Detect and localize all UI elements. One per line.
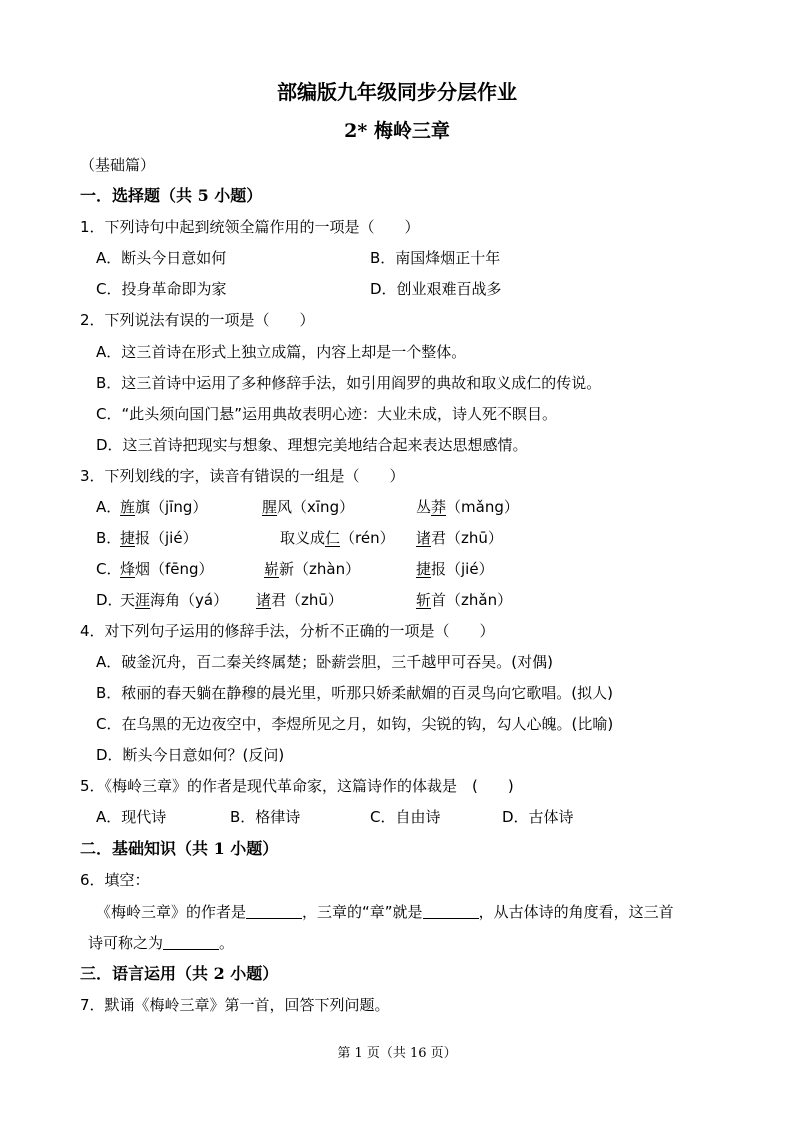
question-3-option-b-label: B．: [96, 529, 122, 547]
question-3-option-c-label: C．: [96, 560, 122, 578]
question-4-option-a: A．破釜沉舟，百二秦关终属楚；卧薪尝胆，三千越甲可吞吴。(对偶): [96, 653, 553, 671]
question-3-stem: 3．下列划线的字，读音有错误的一组是（ ）: [80, 467, 405, 485]
blank-poem-type[interactable]: [163, 933, 219, 950]
blank-zhang-meaning[interactable]: [423, 902, 479, 919]
page-title: 部编版九年级同步分层作业: [277, 80, 517, 104]
question-1-stem: 1．下列诗句中起到统领全篇作用的一项是（ ）: [80, 218, 420, 236]
question-5-option-d: D．古体诗: [502, 808, 574, 826]
question-3-option-d-word-3: 斩首（zhǎn）: [416, 591, 513, 609]
question-2-option-d: D．这三首诗把现实与想象、理想完美地结合起来表达思想感情。: [96, 436, 528, 454]
question-3-option-d-word-1: 天涯海角（yá）: [120, 591, 229, 609]
question-6-line-1: 《梅岭三章》的作者是 ，三章的“章”就是 ，从古体诗的角度看，这三首: [96, 903, 674, 921]
question-1-option-c: C．投身革命即为家: [96, 280, 227, 298]
question-5-option-b: B．格律诗: [230, 808, 301, 826]
blank-author[interactable]: [246, 902, 302, 919]
question-5-option-c: C．自由诗: [370, 808, 441, 826]
question-4-option-d: D．断头今日意如何？(反问): [96, 746, 285, 764]
question-2-stem: 2．下列说法有误的一项是（ ）: [80, 311, 315, 329]
question-4-stem: 4．对下列句子运用的修辞手法，分析不正确的一项是（ ）: [80, 622, 495, 640]
question-3-option-d-word-2: 诸君（zhū）: [256, 591, 343, 609]
category-label: （基础篇）: [80, 156, 156, 174]
lesson-title: 2* 梅岭三章: [344, 120, 450, 142]
question-5-stem: 5．《梅岭三章》的作者是现代革命家，这篇诗作的体裁是 ( ): [80, 777, 514, 795]
question-2-option-c: C．“此头须向国门悬”运用典故表明心迹：大业未成，诗人死不瞑目。: [96, 405, 558, 423]
question-3-option-a-label: A．: [96, 498, 122, 516]
question-3-option-c-word-1: 烽烟（fēng）: [120, 560, 214, 578]
question-2-option-a: A．这三首诗在形式上独立成篇，内容上却是一个整体。: [96, 343, 467, 361]
question-3-option-a-word-1: 旌旗（jīng）: [120, 498, 208, 516]
section-heading-choice: 一．选择题（共 5 小题）: [80, 186, 263, 205]
question-5-option-a: A．现代诗: [96, 808, 167, 826]
question-3-option-b-word-2: 取义成仁（rén）: [280, 529, 395, 547]
question-6-line-2: 诗可称之为 。: [88, 934, 235, 952]
question-3-option-a-word-2: 腥风（xīng）: [262, 498, 355, 516]
question-3-option-a-word-3: 丛莽（mǎng）: [416, 498, 519, 516]
page-number: 第 1 页（共 16 页）: [337, 1046, 457, 1061]
question-3-option-c-word-2: 崭新（zhàn）: [264, 560, 361, 578]
question-6-stem: 6．填空：: [80, 871, 150, 889]
question-3-option-b-word-1: 捷报（jié）: [120, 529, 198, 547]
section-heading-basic: 二．基础知识（共 1 小题）: [80, 839, 279, 858]
question-3-option-d-label: D．: [96, 591, 123, 609]
question-1-option-b: B．南国烽烟正十年: [370, 249, 501, 267]
question-7-stem: 7．默诵《梅岭三章》第一首，回答下列问题。: [80, 996, 390, 1014]
question-4-option-b: B．秾丽的春天躺在静穆的晨光里，听那只娇柔献媚的百灵鸟向它歌唱。(拟人): [96, 684, 613, 702]
question-1-option-d: D．创业艰难百战多: [370, 280, 502, 298]
question-3-option-c-word-3: 捷报（jié）: [416, 560, 494, 578]
question-2-option-b: B．这三首诗中运用了多种修辞手法，如引用阎罗的典故和取义成仁的传说。: [96, 374, 602, 392]
question-4-option-c: C．在乌黑的无边夜空中，李煜所见之月，如钩，尖锐的钩，勾人心魄。(比喻): [96, 715, 614, 733]
question-3-option-b-word-3: 诸君（zhū）: [416, 529, 503, 547]
section-heading-usage: 三．语言运用（共 2 小题）: [80, 964, 279, 983]
question-1-option-a: A．断头今日意如何: [96, 249, 227, 267]
